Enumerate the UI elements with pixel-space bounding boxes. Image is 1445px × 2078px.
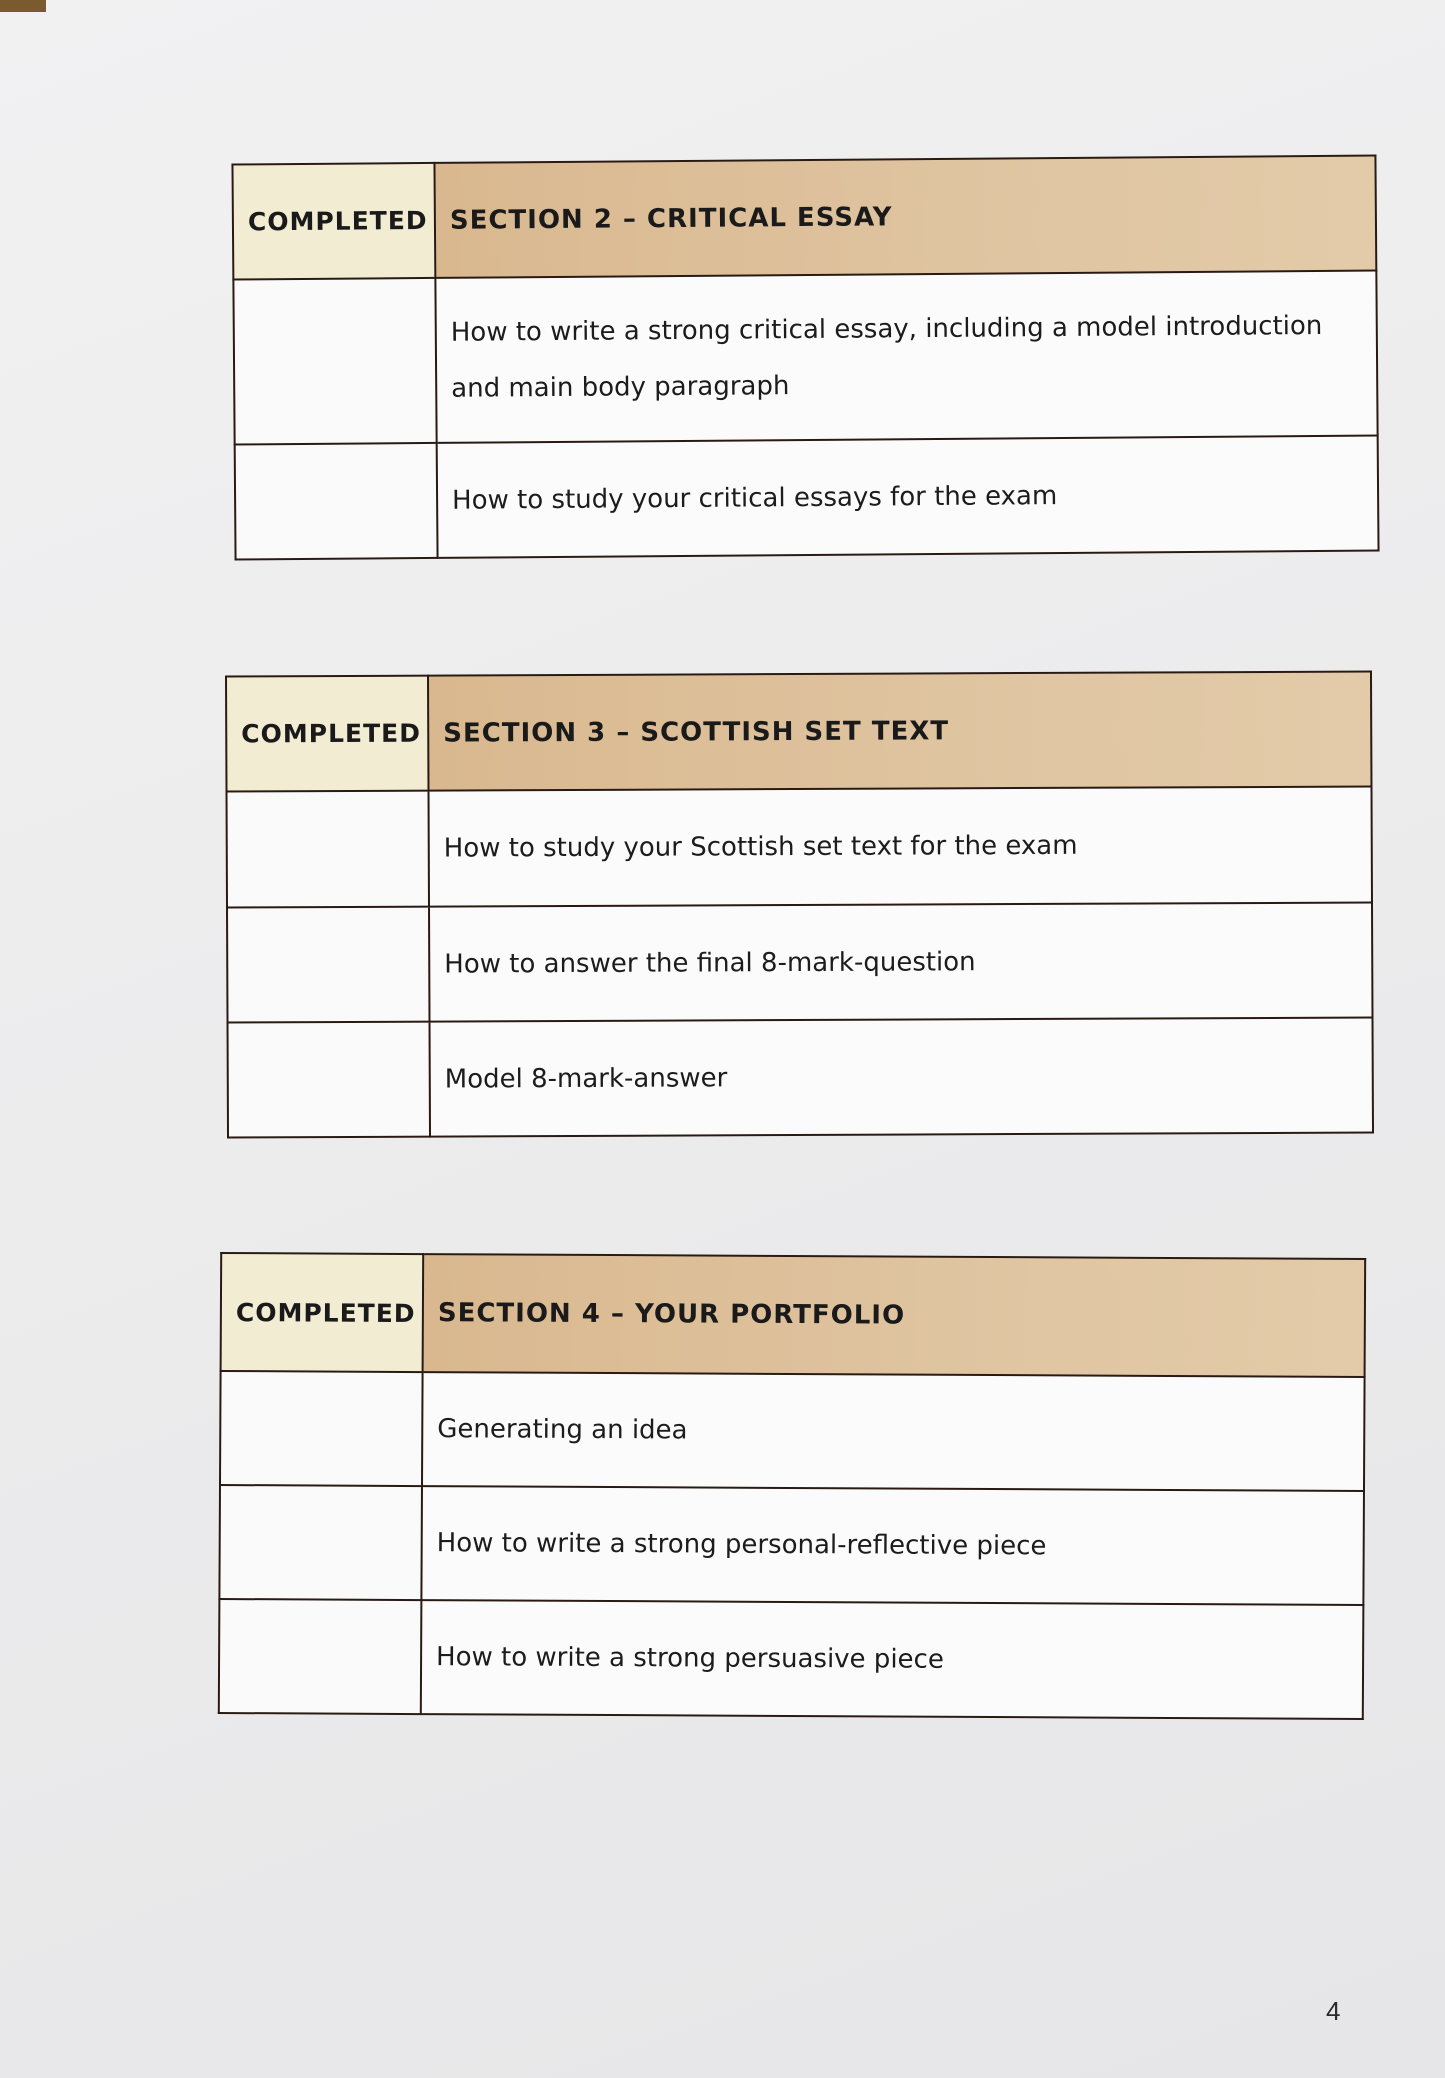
checklist-item: How to write a strong persuasive piece (421, 1600, 1364, 1719)
section-2-title: SECTION 2 – CRITICAL ESSAY (434, 156, 1376, 278)
checklist-item: How to study your Scottish set text for the exam (428, 787, 1371, 907)
checklist-row (219, 1599, 1364, 1719)
completed-column-header: COMPLETED (226, 676, 428, 792)
binding-corner (0, 0, 46, 12)
section-3-title: SECTION 3 – SCOTTISH SET TEXT (428, 672, 1371, 791)
completed-checkbox-cell[interactable] (219, 1485, 422, 1600)
completed-checkbox-cell[interactable] (233, 278, 436, 445)
checklist-item: How to write a strong critical essay, including a model introduction and main body paragraph (435, 271, 1377, 443)
section-4-title: SECTION 4 – YOUR PORTFOLIO (423, 1254, 1366, 1377)
completed-checkbox-cell[interactable] (228, 1022, 430, 1138)
page-number: 4 (1326, 1996, 1341, 2026)
completed-checkbox-cell[interactable] (235, 443, 438, 560)
checklist-row (227, 787, 1372, 908)
checklist-item: How to write a strong personal-reflective piece (421, 1486, 1364, 1605)
checklist-row (235, 436, 1379, 560)
completed-checkbox-cell[interactable] (227, 907, 429, 1023)
section-3-checklist-table (225, 670, 1374, 1138)
checklist-row (219, 1485, 1364, 1605)
checklist-row (233, 271, 1377, 445)
checklist-item: How to answer the final 8-mark-question (429, 903, 1372, 1022)
completed-checkbox-cell[interactable] (227, 791, 430, 908)
completed-column-header: COMPLETED (232, 163, 435, 280)
checklist-item: Generating an idea (422, 1372, 1365, 1491)
checklist-item: How to study your critical essays for the exam (437, 436, 1379, 558)
section-4-checklist-table (218, 1252, 1366, 1720)
checklist-row (227, 903, 1372, 1023)
completed-checkbox-cell[interactable] (219, 1599, 422, 1714)
checklist-item: Model 8-mark-answer (430, 1018, 1373, 1137)
completed-column-header: COMPLETED (221, 1253, 424, 1372)
completed-checkbox-cell[interactable] (220, 1371, 423, 1486)
checklist-row (220, 1371, 1365, 1491)
checklist-row (228, 1018, 1373, 1138)
section-2-checklist-table (231, 155, 1379, 561)
